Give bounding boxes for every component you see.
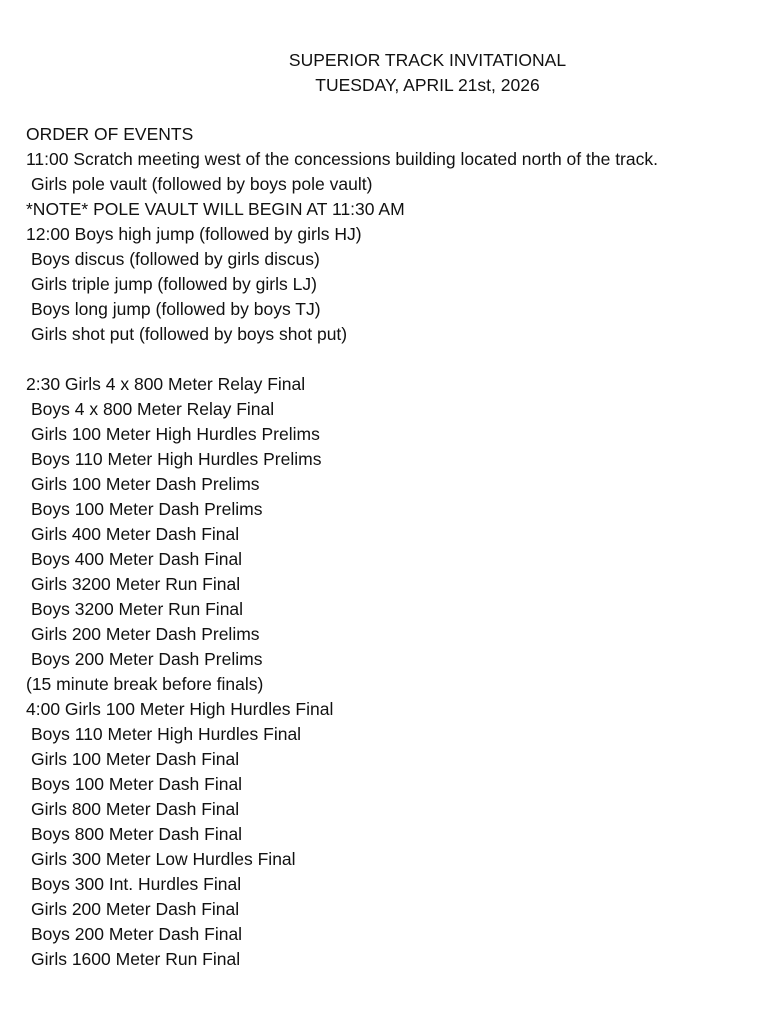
spacer	[26, 347, 761, 372]
meet-title: SUPERIOR TRACK INVITATIONAL	[288, 50, 567, 70]
event-line: Boys 400 Meter Dash Final	[31, 549, 243, 569]
event-line: 4:00 Girls 100 Meter High Hurdles Final	[26, 699, 334, 719]
event-line: Girls 100 Meter High Hurdles Prelims	[31, 424, 320, 444]
event-line: Girls 100 Meter Dash Prelims	[31, 474, 260, 494]
event-line: 2:30 Girls 4 x 800 Meter Relay Final	[26, 374, 306, 394]
event-line: Girls triple jump (followed by girls LJ)	[31, 274, 317, 294]
event-line: 11:00 Scratch meeting west of the concessions building located north of the track.	[26, 149, 658, 169]
event-line: Boys 110 Meter High Hurdles Final	[31, 724, 302, 744]
break-note: (15 minute break before finals)	[26, 674, 264, 694]
event-line: Girls 300 Meter Low Hurdles Final	[31, 849, 296, 869]
document-header	[0, 48, 770, 98]
event-line: Boys long jump (followed by boys TJ)	[31, 299, 321, 319]
meet-date: TUESDAY, APRIL 21st, 2026	[315, 75, 540, 95]
event-line: Boys 200 Meter Dash Prelims	[31, 649, 263, 669]
event-line: Girls 3200 Meter Run Final	[31, 574, 241, 594]
event-line: Boys 200 Meter Dash Final	[31, 924, 243, 944]
note-line: *NOTE* POLE VAULT WILL BEGIN AT 11:30 AM	[26, 199, 405, 219]
event-line: Girls pole vault (followed by boys pole vault)	[31, 174, 373, 194]
event-line: Girls 800 Meter Dash Final	[31, 799, 240, 819]
event-line: Boys 4 x 800 Meter Relay Final	[31, 399, 275, 419]
event-line: Girls 100 Meter Dash Final	[31, 749, 240, 769]
event-line: Boys 800 Meter Dash Final	[31, 824, 243, 844]
event-line: Girls 400 Meter Dash Final	[31, 524, 240, 544]
event-line: Boys 110 Meter High Hurdles Prelims	[31, 449, 322, 469]
event-line: Girls shot put (followed by boys shot put)	[31, 324, 348, 344]
event-line: Boys 300 Int. Hurdles Final	[31, 874, 242, 894]
event-line: Boys 100 Meter Dash Prelims	[31, 499, 263, 519]
event-line: Girls 200 Meter Dash Prelims	[31, 624, 260, 644]
event-line: Girls 200 Meter Dash Final	[31, 899, 240, 919]
event-line: 12:00 Boys high jump (followed by girls HJ)	[26, 224, 362, 244]
event-line: Boys 3200 Meter Run Final	[31, 599, 244, 619]
event-line: Boys discus (followed by girls discus)	[31, 249, 320, 269]
event-line: Boys 100 Meter Dash Final	[31, 774, 243, 794]
event-line: Girls 1600 Meter Run Final	[31, 949, 241, 969]
order-of-events	[26, 122, 761, 972]
section-heading: ORDER OF EVENTS	[26, 124, 194, 144]
